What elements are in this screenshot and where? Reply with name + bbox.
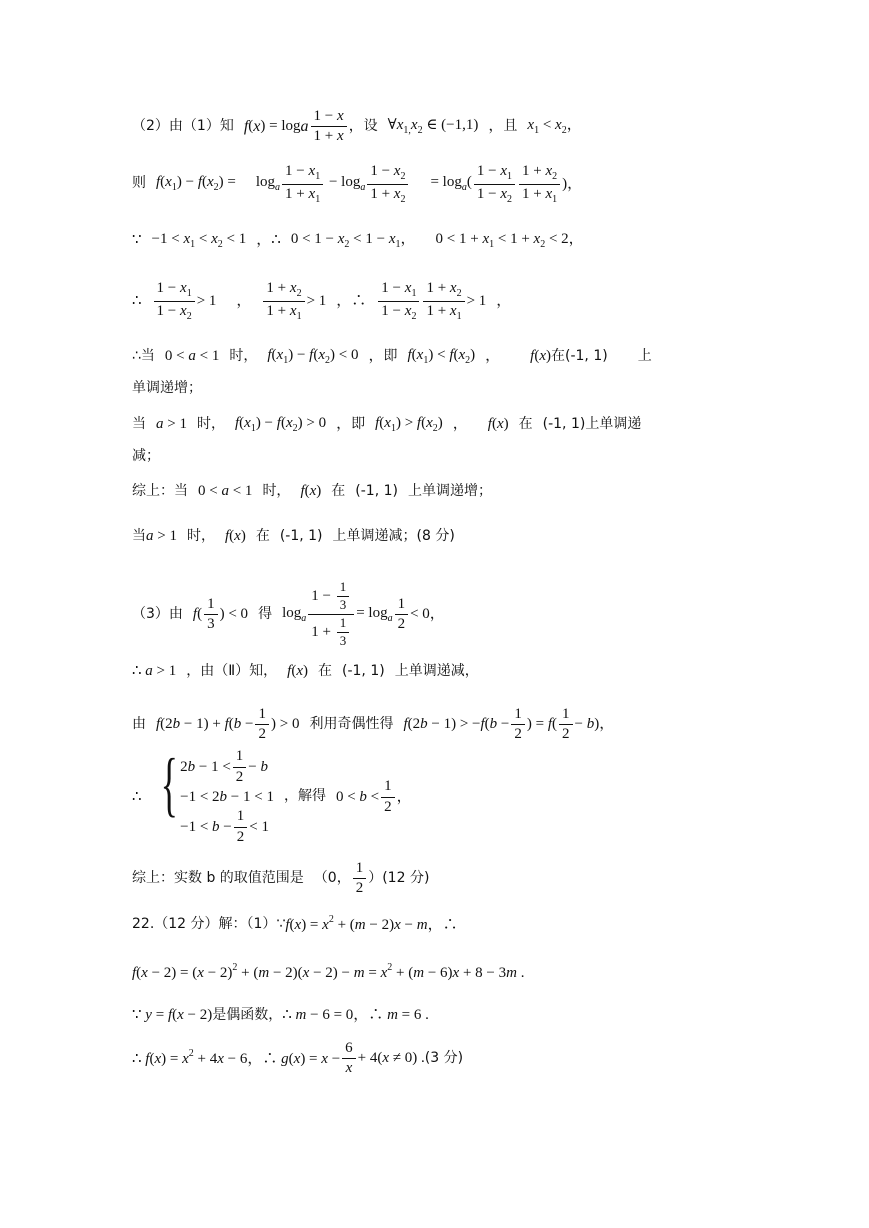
increasing-text: 上单调递增； xyxy=(407,482,492,499)
part2-line-4: ∴ $\frac{1 - x_1}{1 - x_2}$ > 1 ， $\frac{1 + x_2}{1 + x_1}$ > 1 ，∴ $\frac{1 - x_1}{1 - x_2}$ $\frac{1 + x_2}{1 + x_1}$ > 1 ， xyxy=(132,280,512,322)
interval-4: (-1, 1) xyxy=(279,527,323,544)
on-word-4: 在 xyxy=(255,527,270,544)
on-word-5: 在 xyxy=(318,662,332,679)
part2-summary-2: 当 a > 1 时， f(x) 在 (-1, 1) 上单调递减； (8 分) xyxy=(132,527,455,544)
case1-wrap: 单调递增； xyxy=(132,380,202,396)
part3-line-1: （3）由 f( $\frac{1}{3}$ ) < 0 得 $\log_a$ 1 − $\frac{1}{3}$ 1 + $\frac{1}{3}$ = $\log_a$ $\frac{1}{2}$ < 0， xyxy=(132,579,445,648)
interval-2: (-1, 1) xyxy=(542,416,586,432)
on-word: 在 xyxy=(551,348,566,364)
case2-prefix: 当 xyxy=(132,416,146,432)
on-word-3: 在 xyxy=(331,482,346,499)
namely-word-2: 即 xyxy=(351,416,366,432)
part3-line-2: ∴ a > 1 ，由（Ⅱ）知， f(x) 在 (-1, 1) 上单调递减， xyxy=(132,662,479,679)
use-odd-text: 利用奇偶性得 xyxy=(309,716,394,732)
q22-line-4: ∴ $f(x) = x^2 + 4x - 6$，∴ g(x) = x − $\frac{6}{x}$ + 4(x ≠ 0) . (3 分) xyxy=(132,1040,464,1077)
decreasing-text: 上单调递减； xyxy=(332,527,417,544)
namely-word: 即 xyxy=(383,348,398,364)
score-12: (12 分) xyxy=(382,870,430,886)
case2-wrap: 减； xyxy=(132,448,160,464)
case2-tail: 上单调递 xyxy=(585,416,642,432)
by-word: 由 xyxy=(132,716,146,732)
part2-line-6: 当 a > 1 时， $f(x_1) - f(x_2) > 0$ ， 即 $f(x_1) > f(x_2)$ ， f(x) 在 (-1, 1) 上单调递 xyxy=(132,415,642,434)
case1-prefix: ∴当 xyxy=(132,348,155,364)
therefore-symbol: ∴ xyxy=(271,232,281,249)
inequality-system: { 2b − 1 < $\frac{1}{2}$ − b −1 < 2b − 1 < 1 −1 < b − $\frac{1}{2}$ < 1 xyxy=(160,744,274,845)
part3-line-3: 由 f(2b − 1) + f(b − $\frac{1}{2}$ ) > 0 利用奇偶性得 f(2b − 1) > −f(b − $\frac{1}{2}$ ) = f( $\frac{1}{2}$ − b)， xyxy=(132,706,615,743)
because-symbol: ∵ xyxy=(132,232,142,249)
when-word-3: 时， xyxy=(262,482,291,499)
summary-prefix: 综上：当 xyxy=(132,482,188,499)
q22-line-2: $f(x - 2) = (x - 2)^2 + (m - 2)(x - 2) - m = x^2 + (m - 6)x + 8 - 3m$ . xyxy=(132,962,525,981)
part3-intro: （3）由 xyxy=(132,605,183,622)
even-text: 是偶函数， xyxy=(212,1006,283,1023)
on-word-2: 在 xyxy=(518,416,533,432)
interval-3: (-1, 1) xyxy=(355,482,398,499)
part3-system: ∴ { 2b − 1 < $\frac{1}{2}$ − b −1 < 2b − 1 < 1 −1 < b − $\frac{1}{2}$ < 1 ，解得 0 < b < $\frac{1}{2}$ ， xyxy=(132,744,412,845)
part2-summary-1: 综上：当 0 < a < 1 时， f(x) 在 (-1, 1) 上单调递增； xyxy=(132,482,492,499)
decreasing-text-2: 上单调递减， xyxy=(394,662,479,679)
range-open: （0， xyxy=(313,870,351,886)
part3-summary: 综上：实数 b 的取值范围是 （0， $\frac{1}{2}$ ） (12 分) xyxy=(132,860,430,897)
q22-header: 22.（12 分）解：（1）∵ xyxy=(132,915,286,932)
range-close: ） xyxy=(368,870,383,886)
part2-intro: （2）由（1）知 xyxy=(132,118,234,134)
case1-tail: 上 xyxy=(637,348,652,364)
fraction: $\frac{1 - x}{1 + x}$ xyxy=(311,108,347,146)
part2-line-6-wrap xyxy=(132,448,160,466)
when-word: 时， xyxy=(229,348,258,364)
part2-line-3: ∵ $-1 < x_1 < x_2 < 1$ ， ∴ $0 < 1 - x_2 < 1 - x_1$， $0 < 1 + x_1 < 1 + x_2 < 2$， xyxy=(132,231,584,250)
q22-line-1: 22.（12 分）解：（1）∵ $f(x) = x^2 + (m - 2)x - m$，∴ xyxy=(132,914,458,933)
case2b-prefix: 当 xyxy=(132,527,146,544)
get-word: 得 xyxy=(258,605,273,622)
and-word: 且 xyxy=(503,118,518,134)
when-word-2: 时， xyxy=(196,416,225,432)
solve-text: ，解得 xyxy=(283,788,326,805)
q22-line-3: ∵ y = f(x − 2) 是偶函数， ∴ m − 6 = 0，∴ m = 6 . xyxy=(132,1006,429,1023)
score-3: (3 分) xyxy=(424,1050,464,1066)
interval-5: (-1, 1) xyxy=(342,662,385,679)
when-word-4: 时， xyxy=(186,527,215,544)
from-ii: ，由（Ⅱ）知， xyxy=(186,662,278,679)
then-word: 则 xyxy=(132,175,146,192)
let-word: 设 xyxy=(363,118,378,134)
part2-line-2: 则 $f(x_1) - f(x_2)$ = $\log_a$ $\frac{1 - x_1}{1 + x_1}$ − $\log_a$ $\frac{1 - x_2}{1 + x_2}$ = $\log_a$( $\frac{1 - x_1}{1 - x_2}$ $\frac{1 + x_2}{1 + x_1}$ )， xyxy=(132,163,583,205)
range-summary: 综上：实数 b 的取值范围是 xyxy=(132,870,304,886)
part2-line-5: ∴当 0 < a < 1 时， $f(x_1) - f(x_2) < 0$ ， 即 $f(x_1) < f(x_2)$ ， f(x) 在 (-1, 1) 上 xyxy=(132,347,652,366)
part2-line-5-wrap xyxy=(132,380,202,398)
interval: (-1, 1) xyxy=(565,348,608,364)
part2-line-1: （2）由（1）知 f ( x ) = log a $\frac{1 - x}{1 + x}$ ， 设 $\forall x_{1,}x_2$ ∈ (−1,1) ， 且 $x_1 < x_2$， xyxy=(132,108,582,145)
score-8: (8 分) xyxy=(416,527,455,544)
